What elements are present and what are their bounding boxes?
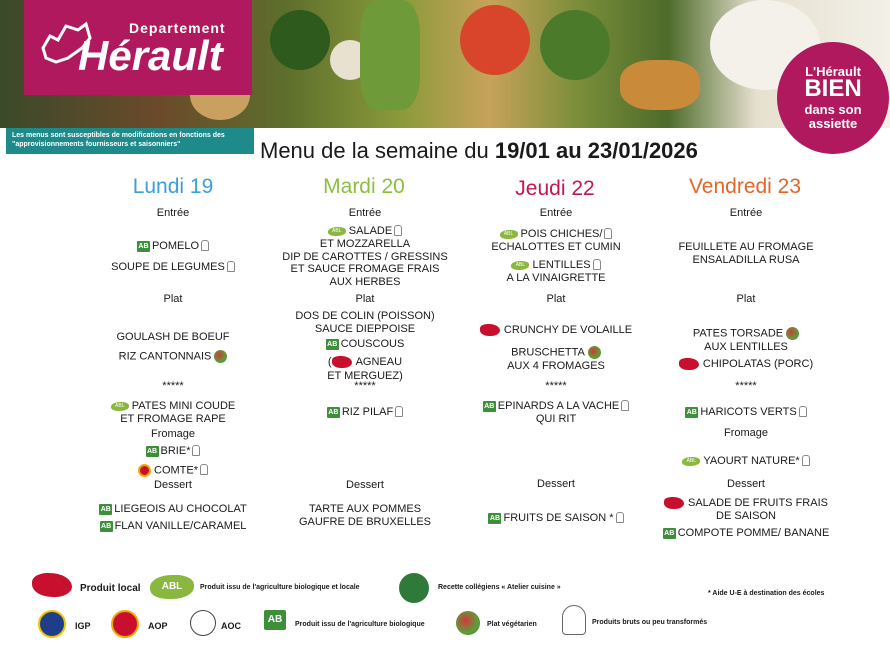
section-label: Entrée bbox=[348, 207, 382, 219]
menu-item: AB LIEGEOIS AU CHOCOLAT bbox=[100, 503, 247, 515]
menu-item: AB HARICOTS VERTS bbox=[641, 406, 851, 419]
menu-item: FEUILLETE AU FROMAGE bbox=[678, 241, 814, 253]
chef-hat-icon bbox=[395, 406, 403, 417]
chef-hat-icon bbox=[616, 512, 624, 523]
menu-item: ENSALADILLA RUSA bbox=[692, 254, 800, 266]
vegetable-photo bbox=[270, 10, 330, 70]
aoc-icon bbox=[190, 610, 216, 636]
badge-line: dans son bbox=[804, 102, 862, 117]
abl-icon: ABL bbox=[111, 402, 129, 411]
menu-item: AUX HERBES bbox=[329, 276, 401, 288]
menu-item: AUX LENTILLES bbox=[704, 341, 788, 353]
aop-icon bbox=[111, 610, 139, 638]
day-title-vendredi: Vendredi 23 bbox=[688, 175, 802, 198]
menu-item: ECHALOTTES ET CUMIN bbox=[491, 241, 621, 253]
vegetarian-icon bbox=[786, 327, 799, 340]
day-title-jeudi: Jeudi 22 bbox=[515, 177, 595, 200]
menu-item: ABL SALADE bbox=[260, 225, 470, 238]
chef-hat-icon bbox=[799, 406, 807, 417]
section-label: Plat bbox=[736, 293, 756, 305]
separator: ***** bbox=[162, 380, 184, 392]
local-product-icon bbox=[664, 497, 684, 509]
menu-item: ABL PATES MINI COUDE bbox=[68, 400, 278, 413]
atelier-cuisine-icon bbox=[399, 573, 429, 603]
menu-item: CRUNCHY DE VOLAILLE bbox=[451, 324, 661, 337]
menu-item: ABL POIS CHICHES/ bbox=[451, 228, 661, 241]
separator: ***** bbox=[354, 380, 376, 392]
aop-icon bbox=[138, 464, 151, 477]
menu-item: TARTE AUX POMMES bbox=[308, 503, 422, 515]
ab-organic-icon: AB bbox=[101, 522, 112, 530]
section-label: Dessert bbox=[537, 478, 575, 490]
ab-organic-icon: AB bbox=[138, 242, 149, 250]
menu-item: ET MOZZARELLA bbox=[319, 238, 411, 250]
menu-item: DE SAISON bbox=[716, 510, 776, 522]
menu-item: GAUFRE DE BRUXELLES bbox=[298, 516, 432, 528]
local-product-icon bbox=[679, 358, 699, 370]
menu-item: AB RIZ PILAF bbox=[260, 406, 470, 419]
menu-item: DIP DE CAROTTES / GRESSINS bbox=[282, 251, 448, 263]
section-label: Plat bbox=[546, 293, 566, 305]
vegetable-photo bbox=[620, 60, 700, 110]
ab-organic-icon: AB bbox=[686, 408, 697, 416]
menu-item: AB EPINARDS A LA VACHE bbox=[451, 400, 661, 413]
menu-item: AB COUSCOUS bbox=[327, 338, 405, 350]
local-product-icon bbox=[332, 356, 352, 368]
section-label: Entrée bbox=[729, 207, 763, 219]
chef-hat-icon bbox=[621, 400, 629, 411]
legend-veg: Plat végétarien bbox=[487, 621, 537, 628]
page-title bbox=[260, 138, 698, 164]
vegetable-photo bbox=[540, 10, 610, 80]
section-label: Dessert bbox=[154, 479, 192, 491]
ab-organic-icon: AB bbox=[664, 529, 675, 537]
section-label: Entrée bbox=[156, 207, 190, 219]
legend-aop: AOP bbox=[148, 621, 168, 631]
menu-item: BRUSCHETTA bbox=[451, 346, 661, 359]
chef-hat-icon bbox=[604, 228, 612, 239]
menu-item: COMTE* bbox=[68, 464, 278, 477]
badge-line: L'Hérault bbox=[805, 64, 861, 79]
ab-organic-icon: AB bbox=[484, 402, 495, 410]
legend-brut: Produits bruts ou peu transformés bbox=[592, 619, 708, 626]
title-prefix: Menu de la semaine du bbox=[260, 138, 495, 163]
menu-item: AB FLAN VANILLE/CARAMEL bbox=[101, 520, 247, 532]
day-title-mardi: Mardi 20 bbox=[323, 175, 405, 198]
menu-item: AB BRIE* bbox=[68, 445, 278, 458]
ab-organic-icon: AB bbox=[327, 340, 338, 348]
menu-item: SAUCE DIEPPOISE bbox=[314, 323, 416, 335]
abl-icon: ABL bbox=[150, 575, 194, 599]
abl-icon: ABL bbox=[500, 230, 518, 239]
vegetarian-icon bbox=[456, 611, 480, 635]
section-label: Entrée bbox=[539, 207, 573, 219]
legend-atelier: Recette collégiens « Atelier cuisine » bbox=[438, 584, 561, 591]
badge-line: assiette bbox=[808, 116, 858, 131]
separator: ***** bbox=[735, 380, 757, 392]
day-title-lundi: Lundi 19 bbox=[132, 175, 214, 198]
menu-item: ET MERGUEZ) bbox=[327, 370, 403, 382]
menu-item: PATES TORSADE bbox=[641, 327, 851, 340]
chef-hat-icon bbox=[562, 605, 586, 635]
legend-aide: * Aide U-E à destination des écoles bbox=[708, 590, 825, 597]
menu-item: ABL YAOURT NATURE* bbox=[641, 455, 851, 468]
ab-organic-icon: AB bbox=[328, 408, 339, 416]
menu-item: ( AGNEAU bbox=[327, 356, 403, 368]
igp-icon bbox=[38, 610, 66, 638]
chef-hat-icon bbox=[192, 445, 200, 456]
vegetable-photo bbox=[360, 0, 420, 110]
menu-item: ET FROMAGE RAPE bbox=[120, 413, 226, 425]
abl-icon: ABL bbox=[511, 261, 529, 270]
menu-item: DOS DE COLIN (POISSON) bbox=[295, 310, 435, 322]
chef-hat-icon bbox=[394, 225, 402, 236]
menu-item: AB POMELO bbox=[68, 240, 278, 253]
chef-hat-icon bbox=[200, 464, 208, 475]
ab-organic-icon: AB bbox=[264, 610, 286, 630]
section-label: Fromage bbox=[723, 427, 769, 439]
section-label: Plat bbox=[163, 293, 183, 305]
legend-local: Produit local bbox=[80, 583, 141, 594]
section-label: Fromage bbox=[150, 428, 196, 440]
menu-item: RIZ CANTONNAIS bbox=[68, 350, 278, 363]
menu-item: AB FRUITS DE SAISON * bbox=[451, 512, 661, 525]
legend-igp: IGP bbox=[75, 621, 91, 631]
menu-item: AUX 4 FROMAGES bbox=[507, 360, 605, 372]
chef-hat-icon bbox=[201, 240, 209, 251]
badge-line: BIEN bbox=[804, 75, 862, 102]
ab-organic-icon: AB bbox=[100, 505, 111, 513]
dept-label: Departement bbox=[129, 20, 226, 36]
bien-assiette-badge bbox=[777, 42, 889, 154]
ab-organic-icon: AB bbox=[489, 514, 501, 522]
menu-item: A LA VINAIGRETTE bbox=[506, 272, 606, 284]
disclaimer-note: Les menus sont susceptibles de modifications en fonctions des "approvisionnements fournisseurs et saisonniers" bbox=[6, 128, 254, 154]
menu-item: SALADE DE FRUITS FRAIS bbox=[641, 497, 851, 510]
herault-logo bbox=[24, 0, 252, 95]
title-dates: 19/01 au 23/01/2026 bbox=[494, 138, 698, 163]
section-label: Dessert bbox=[727, 478, 765, 490]
legend-aoc: AOC bbox=[221, 621, 241, 631]
menu-item: SOUPE DE LEGUMES bbox=[68, 261, 278, 274]
legend-bio: Produit issu de l'agriculture biologique bbox=[295, 621, 425, 628]
ab-organic-icon: AB bbox=[146, 447, 158, 455]
separator: ***** bbox=[545, 380, 567, 392]
legend-abl: Produit issu de l'agriculture biologique et locale bbox=[200, 584, 360, 591]
menu-item: GOULASH DE BOEUF bbox=[116, 331, 230, 343]
local-product-icon bbox=[32, 573, 72, 597]
section-label: Plat bbox=[355, 293, 375, 305]
chef-hat-icon bbox=[227, 261, 235, 272]
vegetable-photo bbox=[460, 5, 530, 75]
menu-item: ABL LENTILLES bbox=[451, 259, 661, 272]
abl-icon: ABL bbox=[328, 227, 346, 236]
vegetarian-icon bbox=[588, 346, 601, 359]
menu-item: AB COMPOTE POMME/ BANANE bbox=[664, 527, 830, 539]
section-label: Dessert bbox=[346, 479, 384, 491]
menu-item: QUI RIT bbox=[535, 413, 577, 425]
dept-name: Hérault bbox=[78, 32, 223, 79]
local-product-icon bbox=[480, 324, 500, 336]
chef-hat-icon bbox=[802, 455, 810, 466]
menu-item: CHIPOLATAS (PORC) bbox=[641, 358, 851, 371]
menu-item: ET SAUCE FROMAGE FRAIS bbox=[290, 263, 440, 275]
abl-icon: ABL bbox=[682, 457, 700, 466]
vegetarian-icon bbox=[214, 350, 227, 363]
chef-hat-icon bbox=[593, 259, 601, 270]
